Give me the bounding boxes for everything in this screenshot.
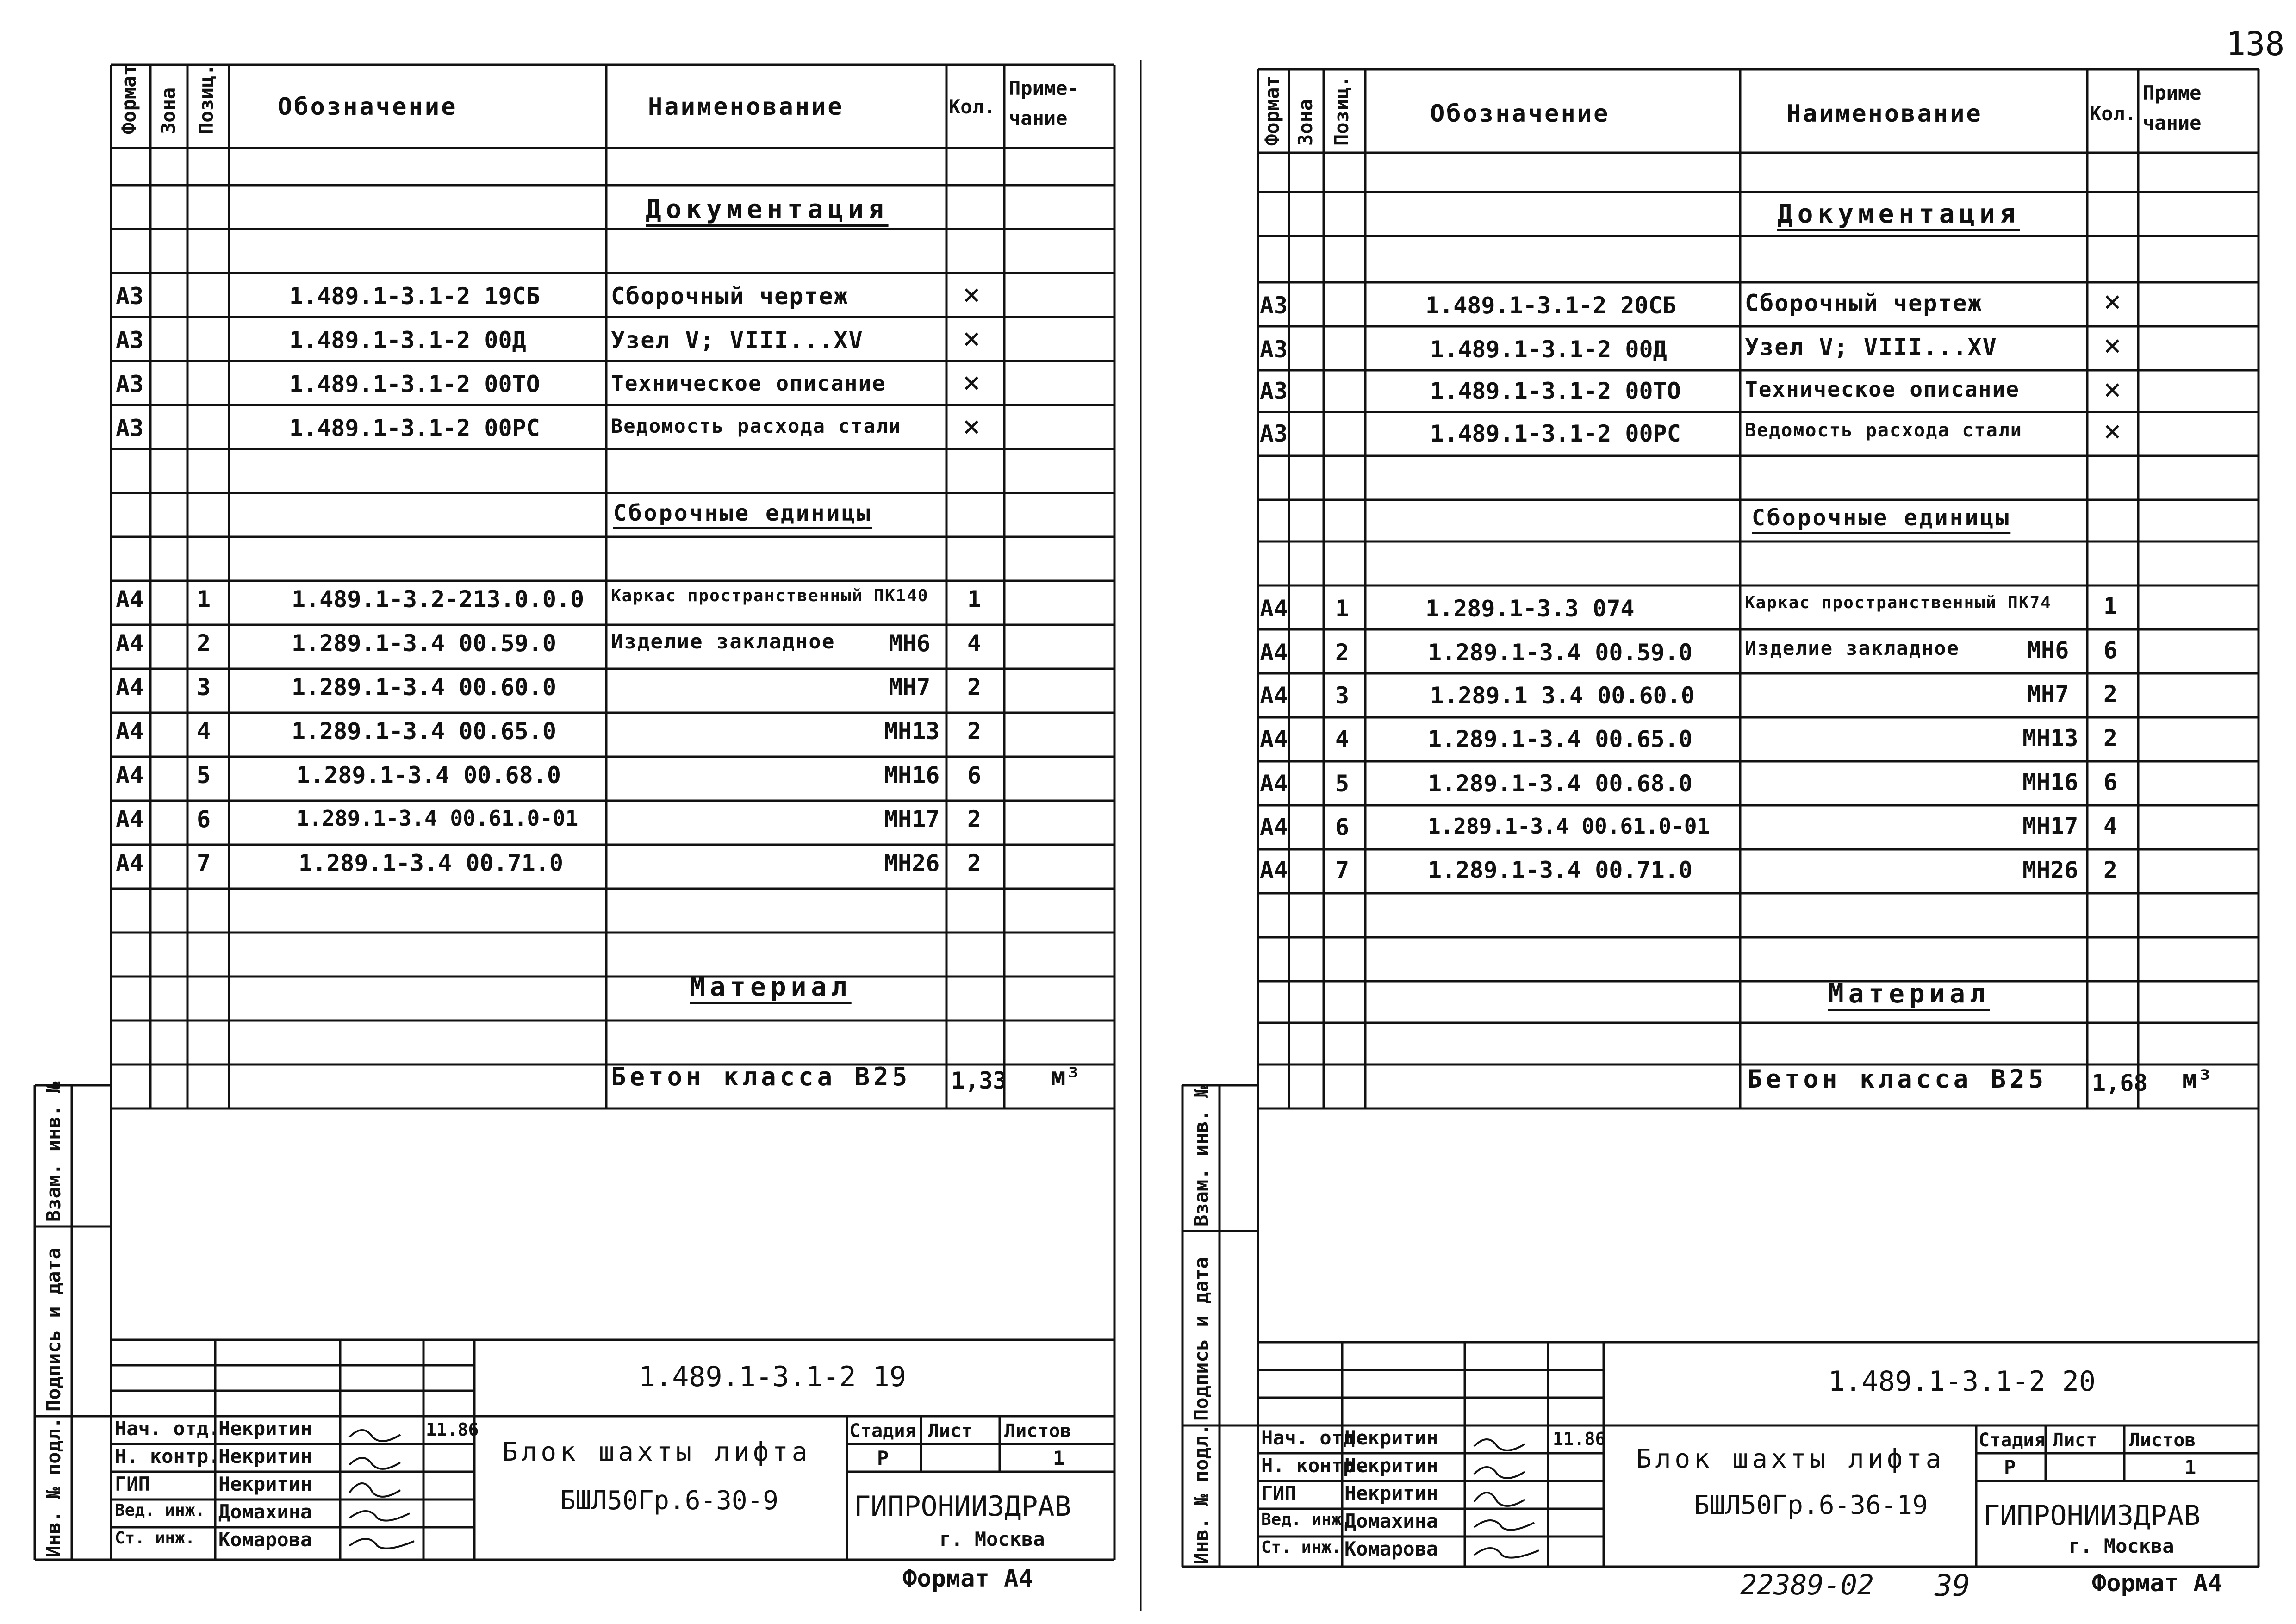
unit-name: Каркас пространственный ПК74 xyxy=(1745,593,2052,612)
unit-designation: 1.289.1-3.4 00.59.0 xyxy=(292,630,556,657)
unit-position: 7 xyxy=(197,850,211,877)
doc-designation: 1.489.1-3.1-2 00РС xyxy=(1430,420,1681,447)
unit-format: А4 xyxy=(116,806,144,833)
unit-position: 5 xyxy=(1335,770,1350,797)
header-format: Формат xyxy=(118,64,140,134)
unit-designation: 1.289.1-3.4 00.60.0 xyxy=(292,674,556,701)
stamp-person: Некритин xyxy=(1344,1482,1438,1505)
section-documentation: Документация xyxy=(1777,199,2020,229)
stamp-person: Комарова xyxy=(218,1528,312,1551)
unit-position: 2 xyxy=(197,630,211,657)
unit-designation: 1.289.1-3.4 00.68.0 xyxy=(296,762,561,789)
unit-qty: 4 xyxy=(967,630,982,657)
unit-position: 4 xyxy=(1335,726,1350,753)
unit-designation: 1.289.1-3.4 00.59.0 xyxy=(1428,639,1692,666)
stamp-stage: Р xyxy=(2004,1456,2016,1479)
unit-position: 2 xyxy=(1335,639,1350,666)
stamp-person: Некритин xyxy=(218,1473,312,1495)
unit-format: А4 xyxy=(116,718,144,745)
stamp-code: 1.489.1-3.1-2 20 xyxy=(1828,1365,2096,1398)
unit-mark: МН17 xyxy=(884,806,940,833)
unit-qty: 1 xyxy=(2103,593,2118,620)
header-note-1: Приме xyxy=(2143,81,2202,104)
doc-qty-mark: × xyxy=(963,322,981,356)
doc-qty-mark: × xyxy=(2103,285,2122,319)
signature-icon xyxy=(1469,1428,1546,1567)
stamp-title-1: Блок шахты лифта xyxy=(502,1437,811,1467)
unit-format: А4 xyxy=(1260,726,1288,753)
unit-format: А4 xyxy=(1260,814,1288,840)
stamp-city: г. Москва xyxy=(2069,1535,2174,1557)
header-qty: Кол. xyxy=(949,95,996,118)
doc-designation: 1.489.1-3.1-2 00Д xyxy=(289,327,526,354)
unit-qty: 2 xyxy=(967,674,982,701)
header-note-1: Приме- xyxy=(1009,77,1079,100)
material-qty: 1,33 xyxy=(951,1067,1007,1094)
doc-name: Техническое описание xyxy=(611,371,886,396)
section-material: Материал xyxy=(1828,979,1990,1009)
side-label-inv: Инв. № подл. xyxy=(42,1417,65,1557)
unit-position: 6 xyxy=(197,806,211,833)
header-position: Позиц. xyxy=(1330,75,1353,146)
stamp-code: 1.489.1-3.1-2 19 xyxy=(639,1361,906,1393)
doc-format: А3 xyxy=(1260,420,1288,447)
unit-position: 3 xyxy=(197,674,211,701)
doc-qty-mark: × xyxy=(963,366,981,400)
unit-position: 1 xyxy=(197,586,211,613)
unit-format: А4 xyxy=(116,762,144,789)
stamp-role: Н. контр. xyxy=(1261,1454,1367,1477)
stamp-sheet-label: Лист xyxy=(2053,1430,2097,1451)
unit-format: А4 xyxy=(1260,595,1288,622)
doc-name: Ведомость расхода стали xyxy=(1745,420,2022,441)
header-note-2: чание xyxy=(2143,112,2202,134)
stamp-title-2: БШЛ50Гр.6-30-9 xyxy=(560,1486,779,1516)
unit-qty: 2 xyxy=(967,850,982,877)
unit-format: А4 xyxy=(116,630,144,657)
doc-qty-mark: × xyxy=(2103,414,2122,448)
unit-position: 1 xyxy=(1335,595,1350,622)
stamp-sheets-label: Листов xyxy=(1004,1420,1071,1442)
stamp-org: ГИПРОНИИЗДРАВ xyxy=(1983,1500,2201,1532)
unit-qty: 1 xyxy=(967,586,982,613)
unit-position: 6 xyxy=(1335,814,1350,840)
doc-designation: 1.489.1-3.1-2 00ТО xyxy=(1430,378,1681,404)
stamp-role: Вед. инж. xyxy=(1261,1510,1352,1529)
material-unit: м³ xyxy=(1051,1062,1081,1091)
doc-format: А3 xyxy=(116,283,144,310)
doc-name: Узел V; VIII...XV xyxy=(1745,334,1997,361)
stamp-person: Некритин xyxy=(218,1445,312,1468)
doc-name: Сборочный чертеж xyxy=(1745,290,1983,317)
unit-qty: 2 xyxy=(967,806,982,833)
unit-format: А4 xyxy=(116,586,144,613)
stamp-stage: Р xyxy=(877,1447,889,1469)
doc-name: Ведомость расхода стали xyxy=(611,415,902,437)
unit-mark: МН16 xyxy=(2022,769,2078,796)
stamp-title-1: Блок шахты лифта xyxy=(1636,1444,1945,1474)
doc-qty-mark: × xyxy=(963,278,981,312)
unit-mark: МН7 xyxy=(2027,681,2069,708)
header-designation: Обозначение xyxy=(278,93,458,121)
section-assembly-units: Сборочные единицы xyxy=(1752,505,2011,531)
unit-designation: 1.289.1-3.3 074 xyxy=(1425,595,1635,622)
header-format: Формат xyxy=(1261,75,1283,146)
unit-mark: МН17 xyxy=(2022,813,2078,840)
stamp-role: Ст. инж. xyxy=(115,1529,195,1548)
page-number: 138 xyxy=(2226,25,2285,63)
side-label-inv: Инв. № подл. xyxy=(1190,1424,1213,1564)
doc-qty-mark: × xyxy=(2103,329,2122,363)
doc-qty-mark: × xyxy=(963,410,981,444)
unit-designation: 1.289.1 3.4 00.60.0 xyxy=(1430,682,1695,709)
unit-designation: 1.289.1-3.4 00.65.0 xyxy=(1428,726,1692,753)
stamp-sheet-label: Лист xyxy=(928,1420,973,1442)
material-name: Бетон класса В25 xyxy=(1747,1064,2047,1094)
unit-mark: МН13 xyxy=(2022,725,2078,752)
doc-format: А3 xyxy=(1260,336,1288,363)
unit-qty: 2 xyxy=(2103,725,2118,752)
unit-format: А4 xyxy=(1260,682,1288,709)
unit-designation: 1.289.1-3.4 00.61.0-01 xyxy=(296,806,579,831)
side-label-sign: Подпись и дата xyxy=(1190,1257,1213,1421)
unit-format: А4 xyxy=(1260,770,1288,797)
unit-format: А4 xyxy=(116,674,144,701)
signature-icon xyxy=(345,1419,421,1557)
material-qty: 1,68 xyxy=(2092,1070,2148,1096)
format-label: Формат А4 xyxy=(902,1565,1033,1593)
archive-number: 22389-02 xyxy=(1740,1569,1874,1601)
material-name: Бетон класса В25 xyxy=(611,1062,911,1091)
doc-designation: 1.489.1-3.1-2 00РС xyxy=(289,415,540,442)
doc-name: Узел V; VIII...XV xyxy=(611,327,864,354)
unit-qty: 6 xyxy=(2103,637,2118,664)
stamp-person: Комарова xyxy=(1344,1537,1438,1560)
stamp-person: Некритин xyxy=(218,1417,312,1440)
unit-mark: МН7 xyxy=(889,674,931,701)
unit-format: А4 xyxy=(116,850,144,877)
doc-name: Техническое описание xyxy=(1745,377,2020,402)
unit-qty: 2 xyxy=(2103,857,2118,884)
unit-qty: 2 xyxy=(2103,681,2118,708)
doc-format: А3 xyxy=(116,415,144,442)
stamp-role: Нач. отд. xyxy=(1261,1426,1367,1449)
unit-name: Каркас пространственный ПК140 xyxy=(611,586,929,605)
unit-mark: МН6 xyxy=(2027,637,2069,664)
unit-position: 4 xyxy=(197,718,211,745)
stamp-role: Нач. отд. xyxy=(115,1417,220,1440)
stamp-person: Некритин xyxy=(1344,1454,1438,1477)
header-zone: Зона xyxy=(1294,99,1317,146)
side-label-vzam: Взам. инв. № xyxy=(1190,1086,1213,1226)
unit-format: А4 xyxy=(1260,639,1288,666)
doc-format: А3 xyxy=(116,327,144,354)
doc-format: А3 xyxy=(116,371,144,398)
side-label-sign: Подпись и дата xyxy=(42,1247,65,1412)
stamp-person: Домахина xyxy=(1344,1510,1438,1532)
section-material: Материал xyxy=(690,972,852,1002)
stamp-role: Вед. инж. xyxy=(115,1501,205,1520)
unit-position: 3 xyxy=(1335,682,1350,709)
unit-designation: 1.289.1-3.4 00.68.0 xyxy=(1428,770,1692,797)
unit-designation: 1.289.1-3.4 00.71.0 xyxy=(1428,857,1692,884)
stamp-sheets-label: Листов xyxy=(2129,1430,2196,1451)
unit-mark: МН6 xyxy=(889,630,931,657)
header-qty: Кол. xyxy=(2090,102,2137,125)
doc-format: А3 xyxy=(1260,378,1288,404)
stamp-org: ГИПРОНИИЗДРАВ xyxy=(854,1490,1071,1523)
unit-format: А4 xyxy=(1260,857,1288,884)
stamp-stage-label: Стадия xyxy=(1979,1430,2046,1451)
header-note-2: чание xyxy=(1009,107,1068,130)
doc-name: Сборочный чертеж xyxy=(611,283,849,310)
unit-mark: МН26 xyxy=(884,850,940,877)
header-designation: Обозначение xyxy=(1430,100,1610,128)
side-label-vzam: Взам. инв. № xyxy=(42,1081,65,1222)
unit-qty: 2 xyxy=(967,718,982,745)
stamp-role: ГИП xyxy=(115,1473,150,1495)
stamp-date: 11.86 xyxy=(1553,1429,1606,1449)
stamp-title-2: БШЛ50Гр.6-36-19 xyxy=(1694,1490,1928,1520)
stamp-person: Домахина xyxy=(218,1500,312,1523)
header-name: Наименование xyxy=(1786,100,1983,128)
material-unit: м³ xyxy=(2182,1064,2213,1094)
header-position: Позиц. xyxy=(195,64,218,134)
unit-designation: 1.289.1-3.4 00.71.0 xyxy=(299,850,563,877)
unit-mark: МН13 xyxy=(884,718,940,745)
header-zone: Зона xyxy=(157,87,180,134)
unit-position: 5 xyxy=(197,762,211,789)
unit-position: 7 xyxy=(1335,857,1350,884)
stamp-role: Ст. инж. xyxy=(1261,1538,1342,1557)
bottom-page-number: 39 xyxy=(1935,1569,1971,1603)
section-assembly-units: Сборочные единицы xyxy=(613,500,872,526)
stamp-sheets: 1 xyxy=(2184,1456,2196,1479)
doc-designation: 1.489.1-3.1-2 00Д xyxy=(1430,336,1667,363)
stamp-person: Некритин xyxy=(1344,1426,1438,1449)
unit-mark: МН16 xyxy=(884,762,940,789)
header-name: Наименование xyxy=(648,93,844,121)
format-label: Формат А4 xyxy=(2092,1569,2222,1597)
unit-name: Изделие закладное xyxy=(1745,637,1960,660)
doc-designation: 1.489.1-3.1-2 20СБ xyxy=(1425,292,1676,319)
unit-designation: 1.289.1-3.4 00.65.0 xyxy=(292,718,556,745)
doc-qty-mark: × xyxy=(2103,373,2122,407)
stamp-city: г. Москва xyxy=(940,1528,1045,1550)
unit-mark: МН26 xyxy=(2022,857,2078,884)
stamp-stage-label: Стадия xyxy=(849,1420,916,1442)
unit-qty: 4 xyxy=(2103,813,2118,840)
unit-qty: 6 xyxy=(967,762,982,789)
doc-designation: 1.489.1-3.1-2 00ТО xyxy=(289,371,540,398)
doc-designation: 1.489.1-3.1-2 19СБ xyxy=(289,283,540,310)
doc-format: А3 xyxy=(1260,292,1288,319)
unit-designation: 1.489.1-3.2-213.0.0.0 xyxy=(292,586,585,613)
stamp-sheets: 1 xyxy=(1053,1447,1065,1469)
stamp-date: 11.86 xyxy=(426,1419,479,1440)
unit-name: Изделие закладное xyxy=(611,630,835,653)
stamp-role: Н. контр. xyxy=(115,1445,220,1468)
section-documentation: Документация xyxy=(646,194,889,224)
unit-designation: 1.289.1-3.4 00.61.0-01 xyxy=(1428,814,1710,839)
stamp-role: ГИП xyxy=(1261,1482,1296,1505)
unit-qty: 6 xyxy=(2103,769,2118,796)
